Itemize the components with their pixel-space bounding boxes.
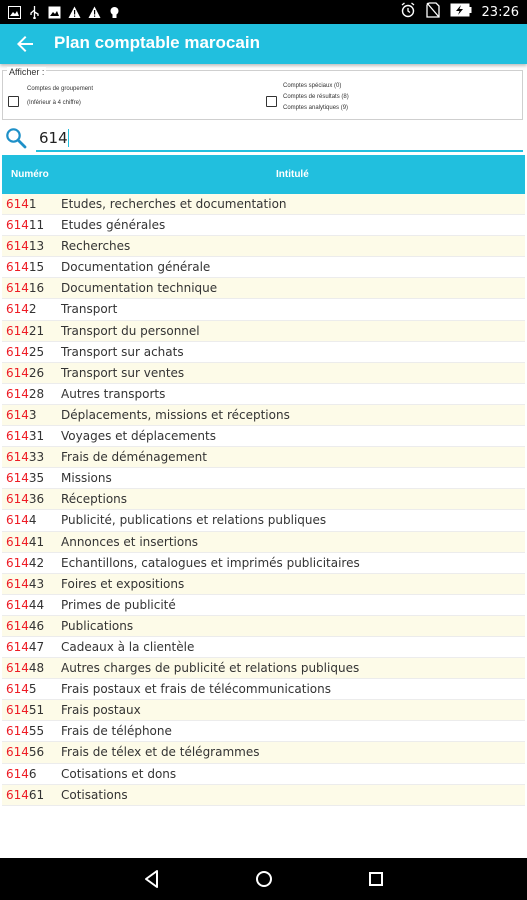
table-row[interactable] <box>2 405 525 426</box>
image-icon <box>48 6 61 19</box>
account-number <box>6 257 44 278</box>
account-title: Cotisations <box>61 787 128 802</box>
account-number-rest: 28 <box>28 386 45 401</box>
account-number-match: 614 <box>6 555 29 570</box>
grouping-accounts-sublabel: (Inférieur à 4 chiffre) <box>27 100 81 106</box>
warning-icon <box>68 6 81 19</box>
table-row[interactable] <box>2 236 525 257</box>
account-number-rest: 6 <box>28 766 37 781</box>
account-number <box>6 553 44 574</box>
account-number-match: 614 <box>6 471 29 486</box>
account-number-match: 614 <box>6 724 29 739</box>
account-number-rest: 26 <box>28 365 45 380</box>
clock-time: 23:26 <box>481 4 519 20</box>
account-number-match: 614 <box>6 197 29 211</box>
account-number-match: 614 <box>6 682 29 697</box>
account-title: Frais de déménagement <box>61 450 207 465</box>
account-number <box>6 447 44 468</box>
account-number-rest: 41 <box>28 534 45 549</box>
account-number <box>6 785 44 806</box>
account-title: Recherches <box>61 239 131 254</box>
account-number <box>6 405 37 426</box>
account-title: Cotisations et dons <box>61 766 177 781</box>
image-icon <box>8 6 21 19</box>
account-number-match: 614 <box>6 365 29 380</box>
special-accounts-label: Comptes spéciaux (0) <box>283 83 342 89</box>
account-number-rest: 46 <box>28 618 45 633</box>
account-number <box>6 532 44 553</box>
account-number <box>6 510 37 531</box>
account-title: Publications <box>61 618 134 633</box>
table-row[interactable] <box>2 215 525 236</box>
account-number-rest: 11 <box>28 218 45 233</box>
status-bar <box>0 0 527 24</box>
table-row[interactable] <box>2 468 525 489</box>
nav-home-icon[interactable] <box>252 867 276 891</box>
table-row[interactable] <box>2 553 525 574</box>
table-row[interactable] <box>2 384 525 405</box>
table-row[interactable] <box>2 785 525 806</box>
account-number-rest: 61 <box>28 787 45 802</box>
account-number-rest: 15 <box>28 260 45 275</box>
result-accounts-label: Comptes de résultats (8) <box>283 94 349 100</box>
account-number-match: 614 <box>6 239 29 254</box>
account-title: Frais postaux et frais de télécommunications <box>61 682 331 697</box>
account-title: Frais postaux <box>61 703 141 718</box>
filter-group <box>2 67 523 120</box>
account-number <box>6 742 44 763</box>
table-row[interactable] <box>2 257 525 278</box>
account-number <box>6 299 37 320</box>
system-icons <box>400 3 519 21</box>
account-title: Cadeaux à la clientèle <box>61 639 195 654</box>
table-row[interactable] <box>2 637 525 658</box>
table-row[interactable] <box>2 321 525 342</box>
account-title: Transport du personnel <box>61 323 200 338</box>
account-number-rest: 56 <box>28 745 45 760</box>
account-number-match: 614 <box>6 534 29 549</box>
account-number-rest: 21 <box>28 323 45 338</box>
account-title: Documentation technique <box>61 281 218 296</box>
lightbulb-icon <box>108 6 121 19</box>
alarm-icon <box>400 2 416 22</box>
table-row[interactable] <box>2 426 525 447</box>
account-number-rest: 31 <box>28 429 45 444</box>
account-number-rest: 3 <box>28 407 37 422</box>
account-number <box>6 236 44 257</box>
account-title: Transport sur ventes <box>61 365 185 380</box>
search-input[interactable] <box>36 127 523 149</box>
search-underline <box>36 150 523 152</box>
filter-legend: Afficher : <box>9 67 45 77</box>
account-number-match: 614 <box>6 639 29 654</box>
account-number-match: 614 <box>6 703 29 718</box>
account-number-match: 614 <box>6 787 29 802</box>
account-number-match: 614 <box>6 344 29 359</box>
table-header <box>2 155 525 194</box>
navigation-bar <box>0 858 527 900</box>
account-number-match: 614 <box>6 450 29 465</box>
account-title: Foires et expositions <box>61 576 185 591</box>
account-number <box>6 194 37 215</box>
account-number-match: 614 <box>6 492 29 507</box>
usb-icon <box>28 6 41 19</box>
account-number <box>6 489 44 510</box>
table-row[interactable] <box>2 510 525 531</box>
account-title: Voyages et déplacements <box>61 429 216 444</box>
notification-icons <box>8 4 121 20</box>
account-number-rest: 48 <box>28 661 45 676</box>
account-list <box>2 194 525 806</box>
table-row[interactable] <box>2 742 525 763</box>
grouping-accounts-label: Comptes de groupement <box>27 86 94 92</box>
nav-recents-icon[interactable] <box>364 867 388 891</box>
account-number-match: 614 <box>6 302 29 317</box>
app-bar <box>0 24 527 64</box>
account-number-match: 614 <box>6 576 29 591</box>
account-number <box>6 764 37 785</box>
account-number <box>6 426 44 447</box>
account-number-match: 614 <box>6 661 29 676</box>
table-row[interactable] <box>2 764 525 785</box>
table-row[interactable] <box>2 363 525 384</box>
no-sim-icon <box>426 2 440 22</box>
account-number <box>6 321 44 342</box>
grouping-accounts-checkbox[interactable] <box>8 96 19 107</box>
table-row[interactable] <box>2 595 525 616</box>
account-number <box>6 721 44 742</box>
account-number-rest: 36 <box>28 492 45 507</box>
account-number-match: 614 <box>6 766 29 781</box>
account-number-match: 614 <box>6 429 29 444</box>
account-number-rest: 42 <box>28 555 45 570</box>
account-number-rest: 51 <box>28 703 45 718</box>
account-number-rest: 13 <box>28 239 45 254</box>
warning-icon <box>88 6 101 19</box>
account-number-match: 614 <box>6 260 29 275</box>
account-number-match: 614 <box>6 513 29 528</box>
account-number-rest: 55 <box>28 724 45 739</box>
table-row[interactable] <box>2 700 525 721</box>
account-title: Réceptions <box>61 492 128 507</box>
table-row[interactable] <box>2 447 525 468</box>
table-row[interactable] <box>2 679 525 700</box>
account-number-match: 614 <box>6 597 29 612</box>
account-title: Publicité, publications et relations publiques <box>61 513 327 528</box>
account-title: Annonces et insertions <box>61 534 199 549</box>
account-number-rest: 2 <box>28 302 37 317</box>
account-number <box>6 637 44 658</box>
table-row[interactable] <box>2 194 525 215</box>
account-number <box>6 595 44 616</box>
account-number-match: 614 <box>6 281 29 296</box>
account-number-rest: 33 <box>28 450 45 465</box>
account-number-rest: 4 <box>28 513 37 528</box>
table-row[interactable] <box>2 574 525 595</box>
account-number-rest: 47 <box>28 639 45 654</box>
table-row[interactable] <box>2 342 525 363</box>
account-number <box>6 342 44 363</box>
account-title: Primes de publicité <box>61 597 176 612</box>
table-row[interactable] <box>2 489 525 510</box>
account-number-rest: 35 <box>28 471 45 486</box>
account-number <box>6 574 44 595</box>
account-title: Etudes générales <box>61 218 166 233</box>
account-title: Missions <box>61 471 112 486</box>
account-title: Frais de téléphone <box>61 724 172 739</box>
account-number-match: 614 <box>6 323 29 338</box>
table-row[interactable] <box>2 616 525 637</box>
account-number-match: 614 <box>6 745 29 760</box>
account-title: Echantillons, catalogues et imprimés publicitaires <box>61 555 360 570</box>
account-number <box>6 616 44 637</box>
table-row[interactable] <box>2 658 525 679</box>
text-cursor <box>68 129 69 147</box>
page-title: Plan comptable marocain <box>54 33 260 52</box>
account-number-rest: 43 <box>28 576 45 591</box>
battery-charging-icon <box>450 3 472 21</box>
account-number-rest: 16 <box>28 281 45 296</box>
account-number-match: 614 <box>6 218 29 233</box>
account-number-rest: 25 <box>28 344 45 359</box>
table-row[interactable] <box>2 299 525 320</box>
account-title: Etudes, recherches et documentation <box>61 197 287 211</box>
special-accounts-checkbox[interactable] <box>266 96 277 107</box>
account-title: Transport sur achats <box>61 344 184 359</box>
analytic-accounts-label: Comptes analytiques (9) <box>283 105 349 111</box>
account-number <box>6 700 44 721</box>
account-number <box>6 679 37 700</box>
table-row[interactable] <box>2 532 525 553</box>
account-number <box>6 363 44 384</box>
account-number-rest: 5 <box>28 682 37 697</box>
account-number-match: 614 <box>6 618 29 633</box>
account-number-rest: 1 <box>28 197 37 211</box>
search-bar <box>2 123 523 153</box>
account-title: Documentation générale <box>61 260 211 275</box>
account-title: Frais de télex et de télégrammes <box>61 745 260 760</box>
account-number-rest: 44 <box>28 597 45 612</box>
account-number <box>6 384 44 405</box>
table-row[interactable] <box>2 278 525 299</box>
account-title: Autres transports <box>61 386 166 401</box>
column-header-title[interactable]: Intitulé <box>276 169 309 180</box>
nav-back-icon[interactable] <box>140 867 164 891</box>
search-icon[interactable] <box>5 127 27 149</box>
account-number <box>6 658 44 679</box>
arrow-back-icon[interactable] <box>13 32 37 56</box>
table-row[interactable] <box>2 721 525 742</box>
account-number <box>6 278 44 299</box>
account-number <box>6 468 44 489</box>
account-title: Déplacements, missions et réceptions <box>61 407 290 422</box>
account-number-match: 614 <box>6 386 29 401</box>
account-title: Autres charges de publicité et relations publiques <box>61 661 360 676</box>
column-header-number[interactable]: Numéro <box>11 169 49 180</box>
account-number <box>6 215 44 236</box>
account-title: Transport <box>61 302 118 317</box>
account-number-match: 614 <box>6 407 29 422</box>
